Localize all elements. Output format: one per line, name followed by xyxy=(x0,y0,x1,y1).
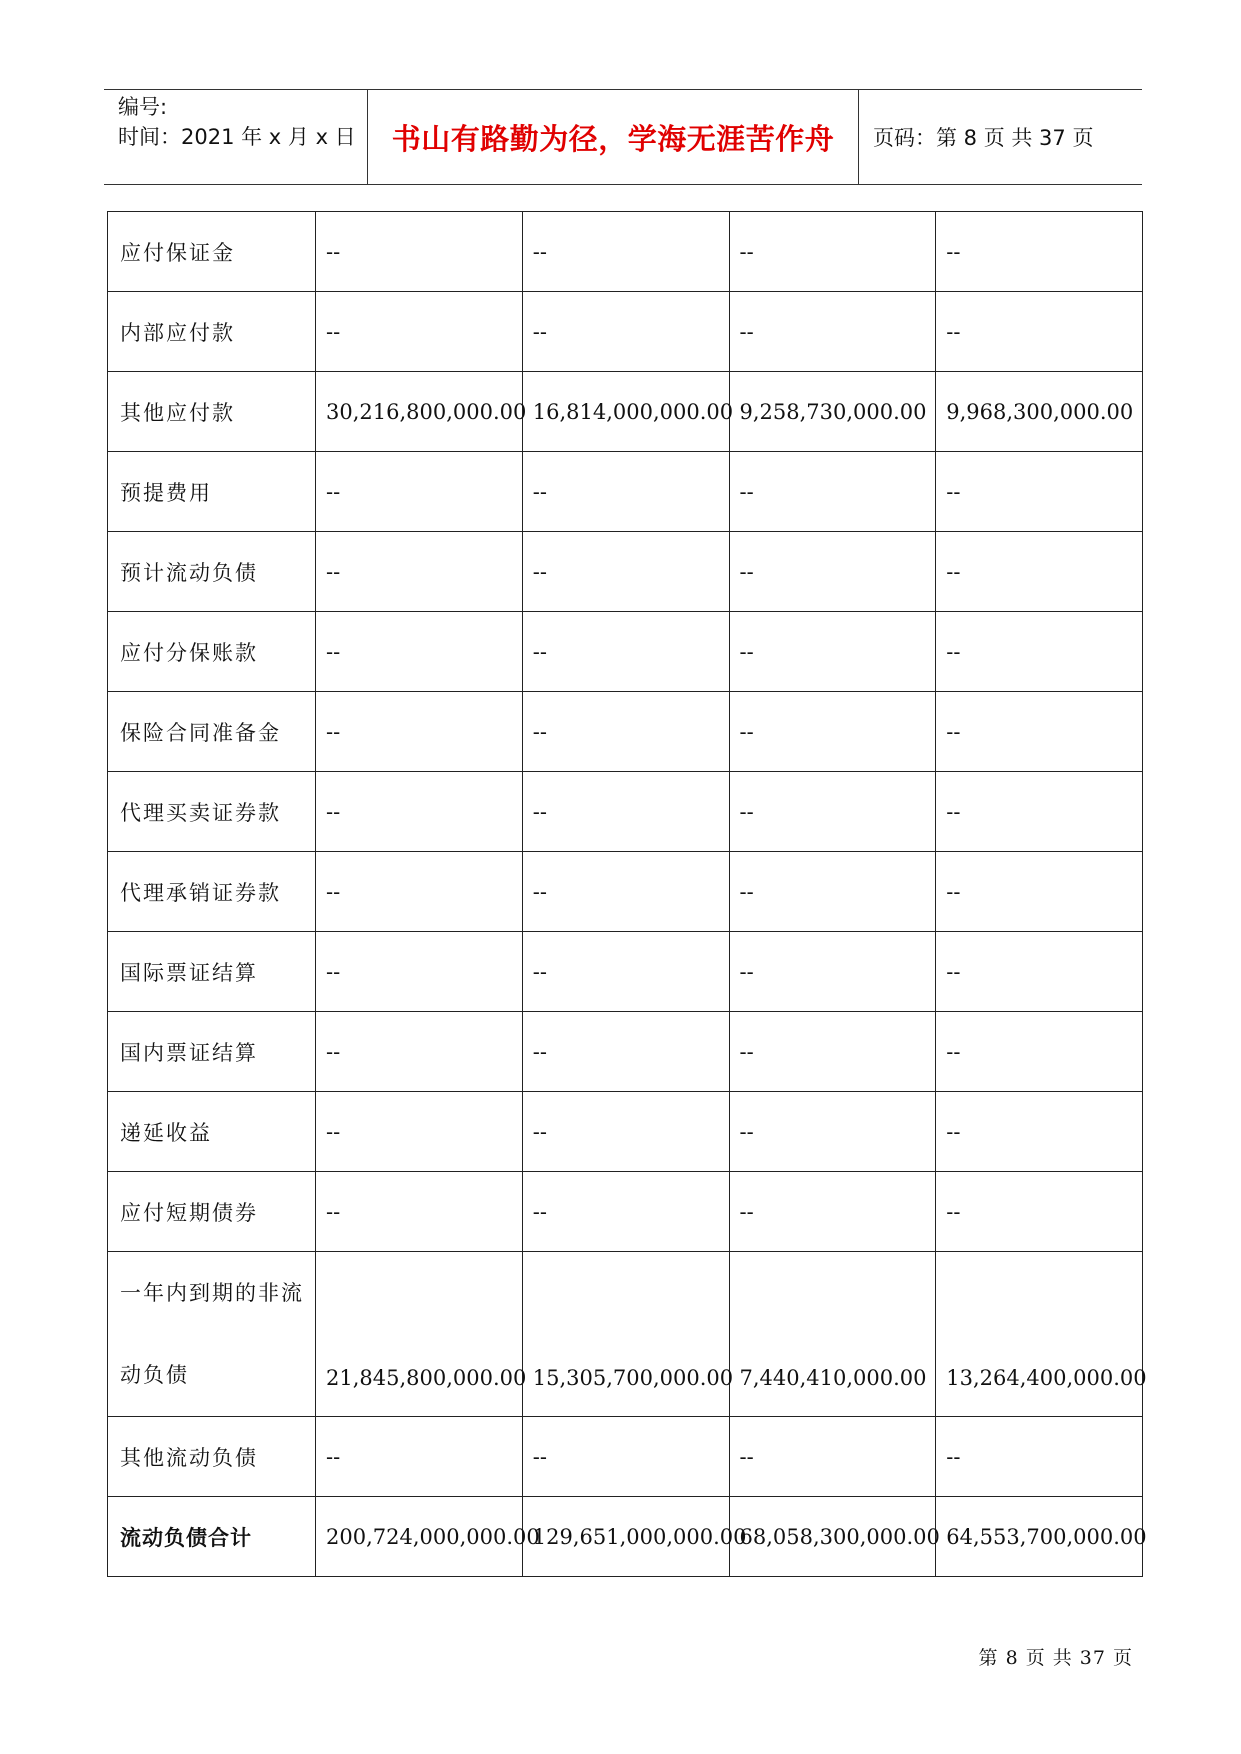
row-label: 其他流动负债 xyxy=(108,1417,316,1497)
cell-value: -- xyxy=(729,852,936,932)
cell-value: -- xyxy=(729,1172,936,1252)
cell-value: -- xyxy=(936,452,1143,532)
cell-value: -- xyxy=(316,852,523,932)
cell-value: -- xyxy=(316,932,523,1012)
cell-value: 13,264,400,000.00 xyxy=(936,1252,1143,1417)
cell-value: -- xyxy=(522,932,729,1012)
cell-value: -- xyxy=(936,532,1143,612)
cell-value: 9,258,730,000.00 xyxy=(729,372,936,452)
cell-value: -- xyxy=(316,772,523,852)
cell-value: -- xyxy=(729,772,936,852)
cell-value: -- xyxy=(522,852,729,932)
table-row xyxy=(108,852,1143,932)
cell-value: -- xyxy=(936,932,1143,1012)
cell-value: -- xyxy=(316,692,523,772)
cell-value: -- xyxy=(936,772,1143,852)
cell-value: -- xyxy=(936,1172,1143,1252)
table-row xyxy=(108,1417,1143,1497)
cell-value: -- xyxy=(316,1172,523,1252)
row-label: 流动负债合计 xyxy=(108,1497,316,1577)
row-label-line: 动负债 xyxy=(120,1363,189,1387)
cell-value: 30,216,800,000.00 xyxy=(316,372,523,452)
table-row xyxy=(108,1252,1143,1417)
row-label: 应付短期债券 xyxy=(108,1172,316,1252)
cell-value: 7,440,410,000.00 xyxy=(729,1252,936,1417)
cell-value: -- xyxy=(522,212,729,292)
table-row xyxy=(108,1012,1143,1092)
row-label: 应付分保账款 xyxy=(108,612,316,692)
cell-value: 9,968,300,000.00 xyxy=(936,372,1143,452)
cell-value: -- xyxy=(316,292,523,372)
document-time-label: 时间：2021 年 x 月 x 日 xyxy=(118,125,356,149)
cell-value: -- xyxy=(729,1092,936,1172)
cell-value: -- xyxy=(936,292,1143,372)
row-label: 预提费用 xyxy=(108,452,316,532)
row-label: 国际票证结算 xyxy=(108,932,316,1012)
cell-value: -- xyxy=(936,1417,1143,1497)
cell-value: -- xyxy=(729,1012,936,1092)
cell-value: -- xyxy=(316,612,523,692)
cell-value: -- xyxy=(316,212,523,292)
row-label: 代理承销证券款 xyxy=(108,852,316,932)
cell-value: -- xyxy=(316,1012,523,1092)
cell-value: -- xyxy=(936,852,1143,932)
cell-value: -- xyxy=(729,292,936,372)
cell-value: -- xyxy=(522,692,729,772)
cell-value: -- xyxy=(522,292,729,372)
cell-value: -- xyxy=(729,612,936,692)
cell-value: -- xyxy=(316,452,523,532)
table-row xyxy=(108,772,1143,852)
liabilities-table xyxy=(107,211,1147,1577)
page-footer: 第 8 页 共 37 页 xyxy=(978,1647,1133,1669)
cell-value: 200,724,000,000.00 xyxy=(316,1497,523,1577)
cell-value: -- xyxy=(316,1417,523,1497)
cell-value: -- xyxy=(729,452,936,532)
cell-value: -- xyxy=(522,612,729,692)
cell-value: -- xyxy=(729,692,936,772)
table-row xyxy=(108,1172,1143,1252)
cell-value: -- xyxy=(729,932,936,1012)
table-row xyxy=(108,692,1143,772)
cell-value: -- xyxy=(936,1092,1143,1172)
cell-value: 68,058,300,000.00 xyxy=(729,1497,936,1577)
table-row xyxy=(108,452,1143,532)
cell-value: -- xyxy=(522,1012,729,1092)
row-label: 其他应付款 xyxy=(108,372,316,452)
header-motto: 书山有路勤为径，学海无涯苦作舟 xyxy=(368,90,859,184)
cell-value: -- xyxy=(729,1417,936,1497)
header-page-code: 页码：第 8 页 共 37 页 xyxy=(873,126,1094,150)
table-row xyxy=(108,372,1143,452)
table-row xyxy=(108,292,1143,372)
row-label: 代理买卖证券款 xyxy=(108,772,316,852)
table-row xyxy=(108,212,1143,292)
cell-value: 64,553,700,000.00 xyxy=(936,1497,1143,1577)
cell-value: -- xyxy=(316,1092,523,1172)
cell-value: -- xyxy=(729,212,936,292)
row-label: 应付保证金 xyxy=(108,212,316,292)
cell-value: 21,845,800,000.00 xyxy=(316,1252,523,1417)
row-label: 内部应付款 xyxy=(108,292,316,372)
cell-value: 129,651,000,000.00 xyxy=(522,1497,729,1577)
cell-value: -- xyxy=(522,532,729,612)
cell-value: -- xyxy=(522,1092,729,1172)
table-row xyxy=(108,612,1143,692)
cell-value: 16,814,000,000.00 xyxy=(522,372,729,452)
table-row xyxy=(108,532,1143,612)
page-header xyxy=(104,89,1142,185)
table-row-total xyxy=(108,1497,1143,1577)
row-label: 预计流动负债 xyxy=(108,532,316,612)
row-label xyxy=(108,1252,316,1417)
cell-value: -- xyxy=(936,1012,1143,1092)
cell-value: -- xyxy=(936,612,1143,692)
row-label: 递延收益 xyxy=(108,1092,316,1172)
header-meta xyxy=(104,90,368,184)
cell-value: -- xyxy=(316,532,523,612)
table-row xyxy=(108,1092,1143,1172)
cell-value: 15,305,700,000.00 xyxy=(522,1252,729,1417)
row-label: 国内票证结算 xyxy=(108,1012,316,1092)
document-number-label: 编号: xyxy=(118,95,168,119)
row-label-line: 一年内到期的非流 xyxy=(120,1281,304,1305)
cell-value: -- xyxy=(729,532,936,612)
cell-value: -- xyxy=(522,772,729,852)
row-label: 保险合同准备金 xyxy=(108,692,316,772)
cell-value: -- xyxy=(522,452,729,532)
cell-value: -- xyxy=(522,1417,729,1497)
table-row xyxy=(108,932,1143,1012)
cell-value: -- xyxy=(522,1172,729,1252)
cell-value: -- xyxy=(936,692,1143,772)
cell-value: -- xyxy=(936,212,1143,292)
